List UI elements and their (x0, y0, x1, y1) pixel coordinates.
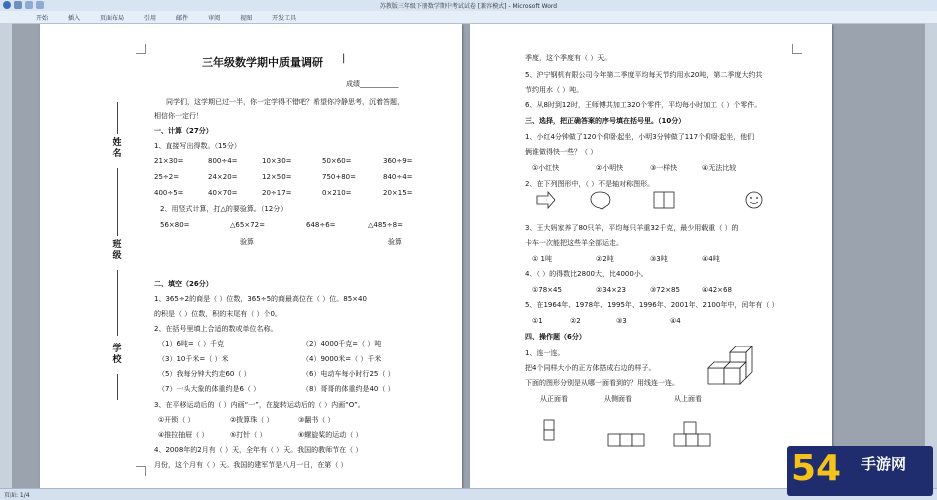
motion-item: ③翻书（ ） (298, 416, 335, 424)
score-line: 成绩___________ (346, 80, 399, 88)
side-label-school: 学校 (112, 344, 122, 365)
option-item: ③3吨 (650, 255, 668, 263)
page-right (470, 24, 832, 490)
unit-item: （4）9000米=（ ）千米 (302, 355, 382, 363)
question-line: 2、在下列图形中，（ ）不是轴对称图形。 (525, 180, 655, 188)
view-label-side: 从侧面看 (604, 395, 632, 403)
calc-item: 25÷2= (154, 173, 180, 181)
unit-item: （3）10千米=（ ）米 (158, 355, 229, 363)
section-heading: 四、操作题（6分） (525, 333, 586, 341)
question-line: 把4个同样大小的正方体搭成右边的样子。 (525, 364, 656, 372)
option-item: ①1 (532, 317, 543, 325)
motion-item: ④推拉抽屉（ ） (158, 431, 209, 439)
option-item: ②2吨 (596, 255, 614, 263)
option-item: ③一样快 (650, 164, 678, 172)
question-line: 6、从8时到12时，王师傅共加工320个零件，平均每小时加工（ ）个零件。 (525, 101, 762, 109)
page-left (40, 24, 462, 490)
question-line: 卡车一次能把这些羊全部运走。 (525, 239, 623, 247)
arrow-shape (537, 192, 555, 208)
tab-home[interactable]: 开始 (36, 15, 49, 22)
section-heading: 三、选择，把正确答案的序号填在括号里。（10分） (525, 117, 686, 125)
option-item: ③72×85 (650, 286, 680, 294)
option-item: ①78×45 (532, 286, 562, 294)
section-heading: 二、填空（26分） (154, 280, 213, 288)
vertical-scrollbar[interactable] (925, 23, 937, 489)
unit-item: （2）4000千克=（ ）吨 (302, 340, 382, 348)
motion-item: ②拨算珠（ ） (230, 416, 274, 424)
crop-mark (136, 466, 146, 476)
unit-item: （6）电动车每小时行25（ ） (302, 370, 395, 378)
question-line: 下面的图形分别是从哪一面看到的？用线连一连。 (525, 379, 679, 387)
calc-item: 0×210= (322, 189, 352, 197)
side-line (117, 102, 118, 134)
question-line: 3、王大妈家养了80只羊，平均每只羊重32千克，最少用载重（ ）的 (525, 224, 739, 232)
unit-item: （1）6吨=（ ）千克 (158, 340, 224, 348)
side-line (117, 374, 118, 400)
calc-item: 12×50= (262, 173, 292, 181)
tab-mailings[interactable]: 邮件 (176, 15, 189, 22)
motion-item: ⑥螺旋桨的运动（ ） (298, 431, 363, 439)
speech-bubble-shape (591, 192, 610, 209)
calc-item: 40×70= (208, 189, 238, 197)
option-item: ④42×68 (702, 286, 732, 294)
tab-review[interactable]: 审阅 (208, 15, 221, 22)
question-line: 5、在1964年、1978年、1995年、1996年、2001年、2100年中，闰年有（ ） (525, 301, 779, 309)
calc-item: 750+80= (322, 173, 356, 181)
ribbon-tabs (26, 13, 306, 22)
calc-item: 24×20= (208, 173, 238, 181)
option-item: ②34×23 (596, 286, 626, 294)
watermark-number: 54 (791, 448, 842, 489)
calc-item: 20÷17= (262, 189, 292, 197)
tab-page-layout[interactable]: 页面布局 (100, 15, 125, 22)
intro-line: 相信你一定行！ (154, 112, 203, 120)
motion-item: ①开锁（ ） (158, 416, 195, 424)
shape-options (536, 190, 786, 210)
calc-item: 21×30= (154, 157, 184, 165)
option-item: ②2 (570, 317, 581, 325)
calc-item: 20×15= (383, 189, 413, 197)
side-label-class: 班级 (112, 240, 122, 261)
tab-references[interactable]: 引用 (144, 15, 157, 22)
question-line: 3、在平移运动后的（ ）内画“一”，在旋转运动后的（ ）内画“O”。 (154, 401, 365, 409)
option-item: ④无法比较 (702, 164, 737, 172)
tab-insert[interactable]: 插入 (68, 15, 81, 22)
calc-item: 400÷5= (154, 189, 184, 197)
question-line: 1、直接写出得数。（15分） (154, 142, 241, 150)
calc-item: 10×30= (262, 157, 292, 165)
question-line: 5、沪宁钢机有限公司今年第二季度平均每天节约用水20吨，第二季度大约共 (525, 71, 763, 79)
cubes-figure (706, 346, 766, 388)
site-watermark-logo (787, 446, 933, 496)
question-line: 节约用水（ ）吨。 (525, 86, 584, 94)
page-title: 三年级数学期中质量调研 (202, 56, 323, 69)
section-heading: 一、计算（27分） (154, 127, 213, 135)
side-line (117, 168, 118, 236)
question-line: 俩谁做得快一些？（ ） (525, 148, 598, 156)
question-line: 4、（ ）的得数比2800大，比4000小。 (525, 270, 648, 278)
option-item: ②小明快 (596, 164, 624, 172)
calc-item: 648÷6= (306, 221, 336, 229)
watermark-text: 手游网 (861, 455, 907, 473)
option-item: ③3 (616, 317, 627, 325)
check-label: 验算 (240, 238, 254, 246)
question-line: 季度，这个季度有（ ）天。 (525, 54, 612, 62)
tab-developer[interactable]: 开发工具 (272, 15, 297, 22)
view-label-top: 从上面看 (674, 395, 702, 403)
check-label: 验算 (388, 238, 402, 246)
vertical-ruler (0, 23, 12, 489)
crop-mark (792, 44, 802, 54)
page-count: 页面: 1/4 (4, 492, 30, 499)
question-line: 4、2008年的2月有（ ）天，全年有（ ）天。我国的教师节在（ ） (154, 446, 363, 454)
side-line (117, 270, 118, 336)
calc-item: 50×60= (322, 157, 352, 165)
calc-item: △485÷8= (368, 221, 403, 229)
calc-item: 800÷4= (208, 157, 238, 165)
tab-view[interactable]: 视图 (240, 15, 253, 22)
view-shapes (542, 408, 782, 458)
option-item: ① 1吨 (532, 255, 552, 263)
question-line: 2、用竖式计算，打△的要验算。（12分） (160, 205, 288, 213)
question-line: 1、小红4分钟做了120个仰卧起坐，小明3分钟做了117个仰卧起坐，他们 (525, 133, 755, 141)
ribbon (0, 11, 937, 24)
unit-item: （5）我每分钟大约走60（ ） (158, 370, 251, 378)
question-line: 月份，这个月有（ ）天。我国的建军节是八月一日，在第（ ） (154, 461, 348, 469)
question-line: 1、365÷2的商是（ ）位数，365÷5的商最高位在（ ）位。85×40 (154, 295, 367, 303)
option-item: ④4 (670, 317, 681, 325)
calc-item: 360÷9= (383, 157, 413, 165)
motion-item: ⑤打针（ ） (230, 431, 267, 439)
question-line: 2、在括号里填上合适的数或单位名称。 (154, 325, 278, 333)
unit-item: （7）一头大象的体重约是6（ ） (158, 385, 261, 393)
window-title: 苏教版三年级下册数学期中考试试卷 [兼容模式] - Microsoft Word (379, 3, 558, 10)
question-line: 的积是（ ）位数，积的末尾有（ ）个0。 (154, 310, 282, 318)
unit-item: （8）哥哥的体重约是40（ ） (302, 385, 395, 393)
calc-item: 840÷4= (383, 173, 413, 181)
text-cursor: | (342, 53, 346, 64)
side-label-name: 姓名 (112, 138, 122, 159)
option-item: ④4吨 (702, 255, 720, 263)
option-item: ①小红快 (532, 164, 560, 172)
view-label-front: 从正面看 (540, 395, 568, 403)
question-line: 1、连一连。 (525, 349, 565, 357)
intro-line: 同学们，这学期已过一半，你一定学得不错吧？希望你冷静思考，沉着答题， (166, 98, 404, 106)
calc-item: 56×80= (160, 221, 190, 229)
crop-mark (136, 44, 146, 54)
smiley-shape (746, 192, 762, 208)
calc-item: △65×72= (230, 221, 265, 229)
